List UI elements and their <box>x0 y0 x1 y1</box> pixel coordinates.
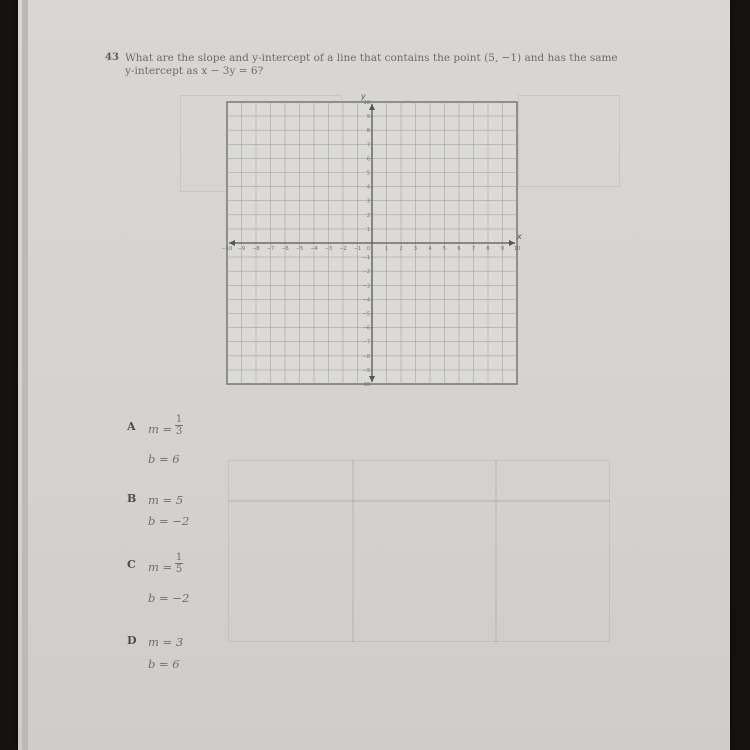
x-tick-label: 9 <box>500 246 505 252</box>
y-tick-label: −7 <box>362 339 370 346</box>
x-tick-label: −8 <box>252 246 260 252</box>
choice-a-intercept: b = 6 <box>148 452 180 466</box>
y-axis-label: y <box>361 92 366 101</box>
x-tick-label: −10 <box>221 246 233 252</box>
x-axis-label: x <box>517 232 522 241</box>
x-tick-label: 6 <box>457 246 461 252</box>
choice-b-letter[interactable]: B <box>127 492 137 505</box>
y-tick-label: 8 <box>366 128 370 135</box>
bleed-through-box <box>518 95 620 187</box>
y-tick-label: −1 <box>362 255 370 262</box>
x-tick-label: −6 <box>281 246 289 252</box>
y-tick-label: −10 <box>359 382 370 388</box>
x-tick-label: −1 <box>353 246 362 252</box>
y-tick-label: −8 <box>362 353 370 360</box>
y-tick-label: −5 <box>362 311 370 318</box>
choice-a-numerator: 1 <box>175 414 183 425</box>
y-tick-label: 2 <box>366 212 370 219</box>
choice-a-denominator: 3 <box>175 426 183 437</box>
y-tick-label: 1 <box>366 226 370 233</box>
choice-d-letter[interactable]: D <box>127 634 137 647</box>
bleed-through-rule <box>495 460 497 642</box>
x-tick-label: −4 <box>310 246 318 252</box>
choice-c-slope-fraction <box>175 552 183 575</box>
choice-b-slope: m = 5 <box>148 493 184 507</box>
bleed-through-rule <box>352 460 354 642</box>
y-tick-label: −2 <box>362 269 370 276</box>
y-tick-label: −3 <box>362 283 370 290</box>
choice-a-slope-fraction <box>175 414 183 437</box>
x-tick-label: 7 <box>471 246 476 252</box>
y-tick-label: 9 <box>366 114 370 121</box>
page-edge <box>22 0 28 750</box>
y-tick-label: 6 <box>366 156 370 163</box>
x-tick-label: −3 <box>324 246 333 252</box>
x-tick-label: −7 <box>266 246 275 252</box>
choice-c-denominator: 5 <box>175 564 183 575</box>
x-tick-label: 2 <box>399 246 403 252</box>
question-text-line-1: What are the slope and y-intercept of a line that contains the point (5, −1) and has the same <box>125 52 618 64</box>
choice-d-slope: m = 3 <box>148 635 184 649</box>
choice-c-slope-label: m = <box>148 560 173 574</box>
choice-d-intercept: b = 6 <box>148 657 180 671</box>
x-tick-label: 8 <box>486 246 490 252</box>
y-tick-label: −9 <box>362 367 370 374</box>
origin-label: 0 <box>366 246 370 252</box>
choice-c-letter[interactable]: C <box>127 558 136 571</box>
choice-c-intercept: b = −2 <box>148 591 190 605</box>
x-tick-label: 3 <box>413 246 418 252</box>
choice-a-letter[interactable]: A <box>127 420 136 433</box>
y-tick-label: 4 <box>366 184 370 191</box>
y-tick-label: 3 <box>366 198 370 205</box>
choice-c-numerator: 1 <box>175 552 183 563</box>
x-tick-label: 5 <box>442 246 447 252</box>
y-tick-label: −4 <box>362 297 370 304</box>
x-tick-label: 4 <box>428 246 432 252</box>
y-tick-label: 7 <box>366 142 370 149</box>
y-tick-label: −6 <box>362 325 370 332</box>
coordinate-grid <box>220 90 530 390</box>
x-tick-label: −2 <box>339 246 347 252</box>
y-tick-label: 5 <box>366 170 370 177</box>
question-number: 43 <box>105 52 119 63</box>
choice-b-intercept: b = −2 <box>148 514 190 528</box>
x-tick-label: −5 <box>295 246 304 252</box>
x-tick-label: −9 <box>237 246 246 252</box>
choice-a-slope-label: m = <box>148 422 173 436</box>
bleed-through-table <box>228 460 610 642</box>
bleed-through-rule <box>228 500 610 502</box>
question-text-line-2: y-intercept as x − 3y = 6? <box>125 65 264 77</box>
x-tick-label: 10 <box>513 246 521 252</box>
y-tick-label: 10 <box>363 100 370 106</box>
x-tick-label: 1 <box>384 246 389 252</box>
